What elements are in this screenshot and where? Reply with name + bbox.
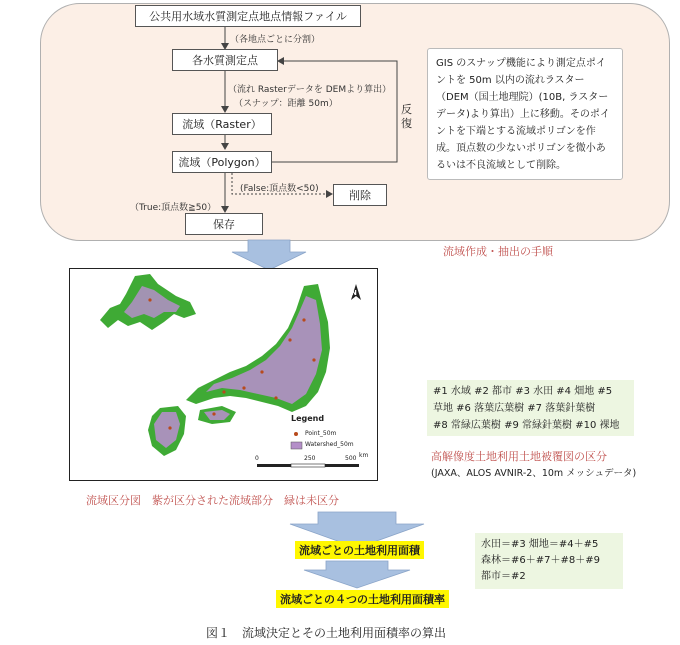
repeat-label: 反復 [401, 103, 412, 130]
false-note: (False:頂点数<50) [240, 184, 319, 194]
north-label: N [351, 289, 357, 297]
figure-caption: 図１ 流域決定とその土地利用面積率の算出 [206, 626, 447, 640]
landuse-line-3: #8 常緑広葉樹 #9 常緑針葉樹 #10 裸地 [433, 420, 620, 431]
legend-watershed-label: Watershed_50m [305, 441, 354, 448]
polygon-box: 流域（Polygon） [172, 151, 272, 173]
delete-box: 削除 [333, 184, 387, 206]
map-caption: 流域区分図 紫が区分された流域部分 緑は未区分 [86, 494, 339, 507]
point-box: 各水質測定点 [172, 49, 278, 71]
formula-1: 水田＝#3 畑地＝#4＋#5 [481, 539, 599, 550]
legend-title: Legend [291, 414, 325, 423]
legend-point-label: Point_50m [305, 430, 337, 437]
formula-panel [475, 533, 623, 589]
scale-500: 500 [345, 455, 357, 462]
scale-0: 0 [255, 455, 259, 462]
file-box: 公共用水域水質測定点地点情報ファイル [135, 5, 361, 27]
scale-250: 250 [304, 455, 316, 462]
ratio-box: 流域ごとの４つの土地利用面積率 [276, 590, 449, 608]
landuse-line-2: 草地 #6 落葉広葉樹 #7 落葉針葉樹 [433, 403, 596, 414]
raster-note-2: （スナップ：距離 50m） [234, 99, 338, 109]
landuse-caption-1: 高解像度土地利用土地被覆図の区分 [431, 450, 607, 463]
formula-2: 森林＝#6＋#7＋#8＋#9 [481, 555, 600, 566]
save-box: 保存 [185, 213, 263, 235]
formula-3: 都市＝#2 [481, 571, 526, 582]
landuse-caption-2: (JAXA、ALOS AVNIR-2、10m メッシュデータ) [431, 468, 637, 479]
scale-unit: km [359, 452, 369, 459]
flow-caption: 流域作成・抽出の手順 [443, 245, 553, 258]
gis-note: GIS のスナップ機能により測定点ポイントを 50m 以内の流れラスター（DEM（国土地理院）(10B, ラスターデータ)より算出）上に移動。そのポイントを下端とする流域ポリゴンを作成。頂点数の少ないポリゴンを微小あるいは不良流域として削除。 [427, 48, 623, 180]
raster-note-1: （流れ Rasterデータを DEMより算出） [228, 85, 392, 95]
split-note: （各地点ごとに分割） [230, 35, 321, 45]
raster-box: 流域（Raster） [172, 113, 272, 135]
true-note: （True:頂点数≧50） [130, 203, 217, 213]
landuse-line-1: #1 水域 #2 都市 #3 水田 #4 畑地 #5 [433, 386, 613, 397]
down-arrow-3 [304, 561, 410, 588]
area-box: 流域ごとの土地利用面積 [295, 541, 424, 559]
